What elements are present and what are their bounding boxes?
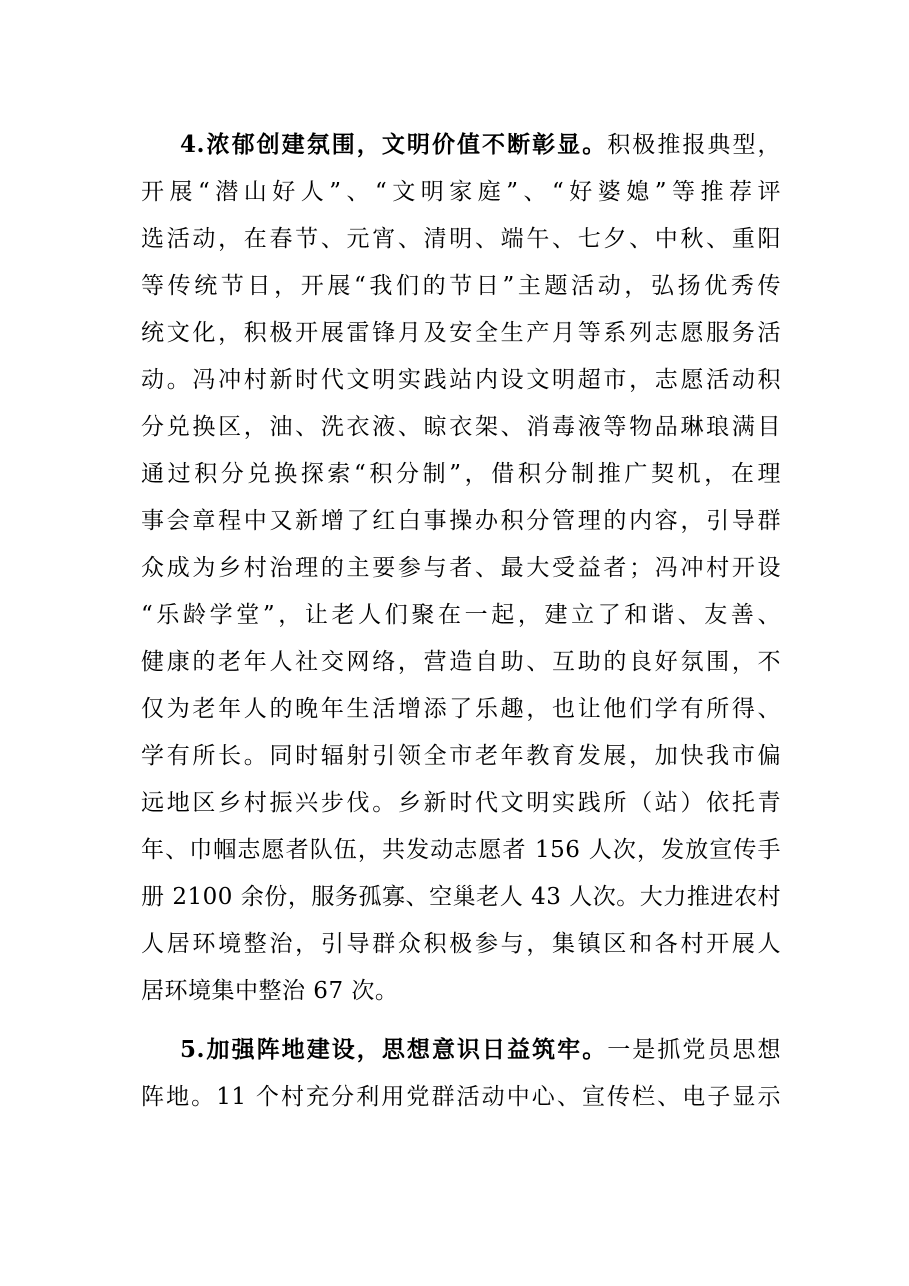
paragraph-4-line: 通过积分兑换探索“积分制”，借积分制推广契机，在理	[141, 461, 781, 487]
paragraph-4-line: 人居环境整治，引导群众积极参与，集镇区和各村开展人	[141, 931, 781, 957]
paragraph-4-line: 众成为乡村治理的主要参与者、最大受益者；冯冲村开设	[141, 555, 781, 581]
paragraph-4-line: 统文化，积极开展雷锋月及安全生产月等系列志愿服务活	[141, 320, 781, 346]
paragraph-4-line: 选活动，在春节、元宵、清明、端午、七夕、中秋、重阳	[141, 226, 781, 252]
paragraph-4-line-1	[141, 127, 781, 174]
paragraph-4-text: 积极推报典型，	[607, 132, 782, 158]
paragraph-4-line: 动。冯冲村新时代文明实践站内设文明超市，志愿活动积	[141, 367, 781, 393]
paragraph-5-heading: 5.加强阵地建设，思想意识日益筑牢。	[180, 1036, 608, 1063]
paragraph-4-line: “乐龄学堂”，让老人们聚在一起，建立了和谐、友善、	[141, 602, 781, 628]
paragraph-5-line: 阵地。11 个村充分利用党群活动中心、宣传栏、电子显示	[141, 1084, 781, 1110]
paragraph-4-line: 事会章程中又新增了红白事操办积分管理的内容，引导群	[141, 508, 781, 534]
paragraph-4-line: 居环境集中整治 67 次。	[141, 978, 399, 1004]
paragraph-4-line: 健康的老年人社交网络，营造自助、互助的良好氛围，不	[141, 649, 781, 675]
paragraph-4-line: 远地区乡村振兴步伐。乡新时代文明实践所（站）依托青	[141, 790, 781, 816]
paragraph-4-line: 学有所长。同时辐射引领全市老年教育发展，加快我市偏	[141, 743, 781, 769]
paragraph-5-line-1	[141, 1032, 781, 1079]
paragraph-4-heading: 4.浓郁创建氛围，文明价值不断彰显。	[180, 131, 608, 158]
paragraph-4-line: 开展“潜山好人”、“文明家庭”、“好婆媳”等推荐评	[141, 179, 781, 205]
paragraph-4-line: 册 2100 余份，服务孤寡、空巢老人 43 人次。大力推进农村	[141, 884, 781, 910]
paragraph-4-line: 年、巾帼志愿者队伍，共发动志愿者 156 人次，发放宣传手	[141, 837, 781, 863]
paragraph-4-line: 等传统节日，开展“我们的节日”主题活动，弘扬优秀传	[141, 273, 781, 299]
paragraph-4-line: 分兑换区，油、洗衣液、晾衣架、消毒液等物品琳琅满目	[141, 414, 781, 440]
paragraph-5-text: 一是抓党员思想	[607, 1037, 782, 1063]
document-body	[141, 127, 781, 1126]
paragraph-4-line: 仅为老年人的晚年生活增添了乐趣，也让他们学有所得、	[141, 696, 781, 722]
